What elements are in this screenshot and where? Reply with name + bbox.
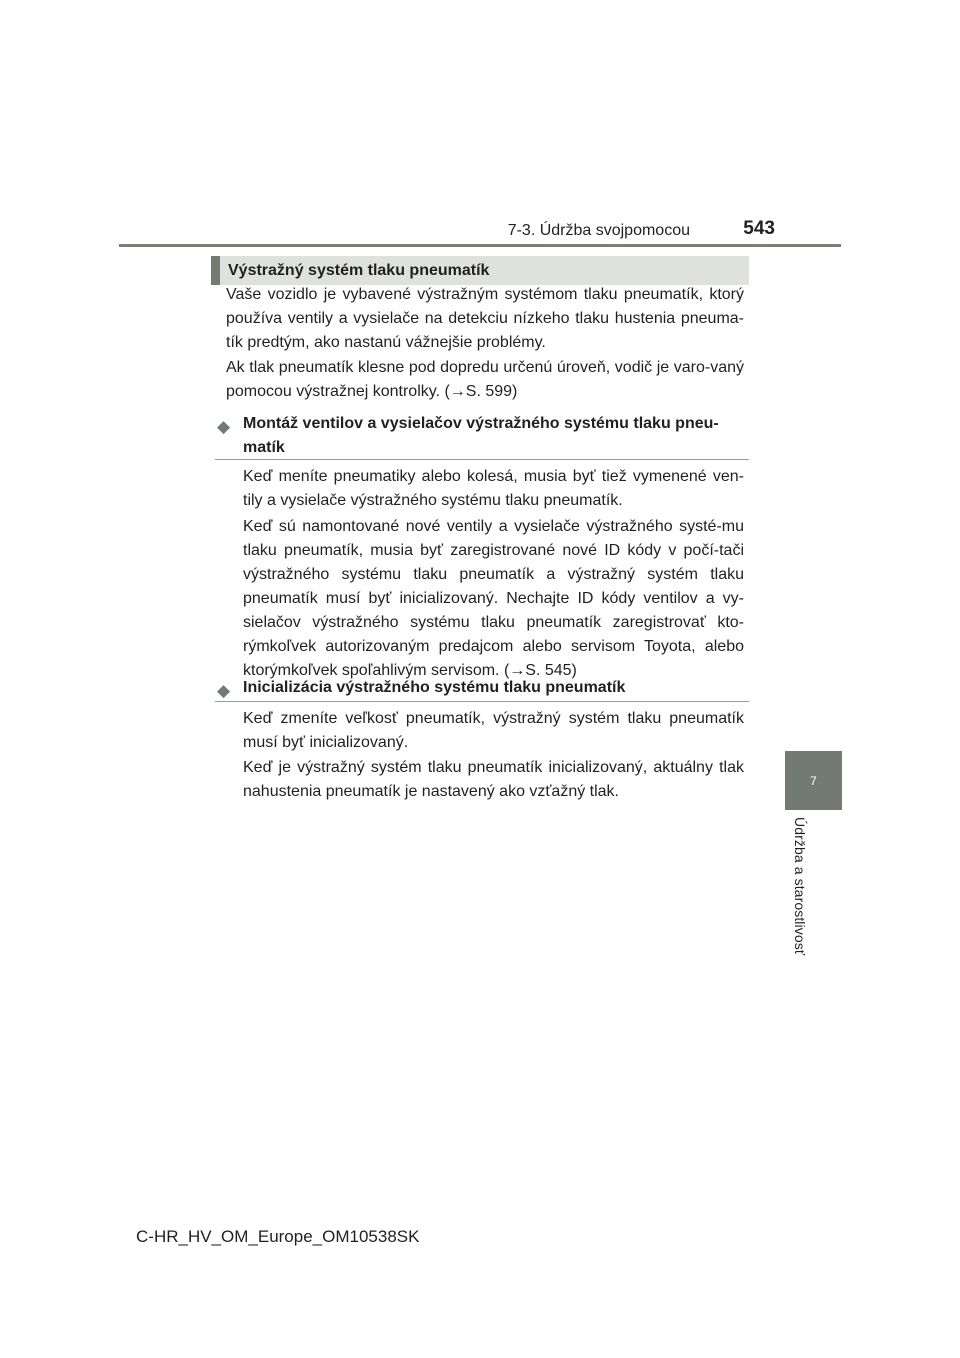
chapter-number: 7 — [810, 773, 817, 788]
header-divider — [119, 244, 841, 247]
subsection-heading — [215, 412, 749, 460]
subsection-paragraph: Keď sú namontované nové ventily a vysielače výstražného systé-mu tlaku pneumatík, musia byť zaregistrované nové ID kódy v počí-tači výstražného systému tlaku pneumatík a výstražný systém tlaku pneumatík musí byť inicializovaný. Nechajte ID kódy ventilov a vy-sielačov výstražného systému tlaku pneumatík zaregistrovať kto-rýmkoľvek autorizovaným predajcom alebo servisom Toyota, alebo ktorýmkoľvek spoľahlivým servisom. (→S. 545) — [243, 518, 744, 679]
diamond-bullet-icon: ◆ — [217, 681, 231, 700]
subsection-divider — [215, 701, 749, 702]
document-code: C-HR_HV_OM_Europe_OM10538SK — [136, 1227, 420, 1246]
subsection-divider — [215, 459, 749, 460]
chapter-title: Údržba a starostlivosť — [792, 817, 808, 956]
subsection-paragraph: Keď zmeníte veľkosť pneumatík, výstražný systém tlaku pneumatík musí byť inicializovaný. — [243, 710, 744, 751]
intro-paragraph: Vaše vozidlo je vybavené výstražným systémom tlaku pneumatík, ktorý používa ventily a vysielače na detekciu nízkeho tlaku hustenia pneuma-tík predtým, ako nastanú vážnejšie problémy. — [226, 286, 744, 351]
subsection-title: Inicializácia výstražného systému tlaku pneumatík — [243, 679, 626, 696]
subsection-title: Montáž ventilov a vysielačov výstražného systému tlaku pneu-matík — [243, 415, 719, 456]
section-title: Výstražný systém tlaku pneumatík — [228, 261, 490, 279]
page-number: 543 — [743, 218, 775, 239]
section-heading-bar — [211, 256, 220, 285]
header-section-title: 7-3. Údržba svojpomocou — [507, 222, 690, 239]
diamond-bullet-icon: ◆ — [217, 417, 231, 436]
chapter-tab — [785, 751, 842, 810]
intro-paragraph: Ak tlak pneumatík klesne pod dopredu určenú úroveň, vodič je varo-vaný pomocou výstražnej kontrolky. (→S. 599) — [226, 359, 744, 400]
section-heading-box — [211, 256, 749, 285]
subsection-paragraph: Keď je výstražný systém tlaku pneumatík inicializovaný, aktuálny tlak nahustenia pneumatík je nastavený ako vzťažný tlak. — [243, 759, 744, 800]
subsection-paragraph: Keď meníte pneumatiky alebo kolesá, musia byť tiež vymenené ven-tily a vysielače výstražného systému tlaku pneumatík. — [243, 468, 744, 509]
subsection-heading — [215, 676, 749, 700]
